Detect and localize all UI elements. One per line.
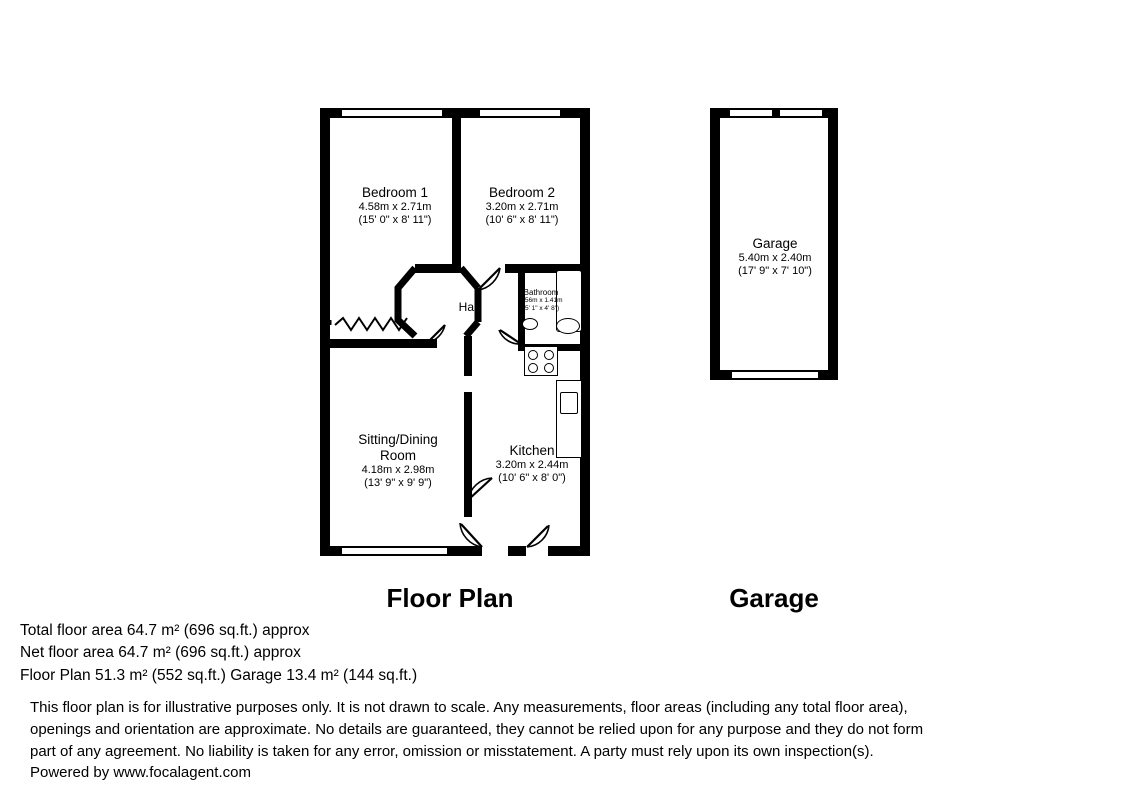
area-summary xyxy=(20,620,720,687)
window-bedroom2 xyxy=(480,108,560,118)
kitchen-dim-imperial: (10' 6" x 8' 0") xyxy=(498,471,566,484)
bathroom-dim-metric: 1.56m x 1.41m xyxy=(519,297,563,305)
wall-hall-bottom xyxy=(425,339,437,348)
wall-bottom-door-stub xyxy=(508,546,526,556)
sitting-room-name-line2: Room xyxy=(379,447,416,463)
kitchen-sink xyxy=(560,392,578,414)
bedroom2-name: Bedroom 2 xyxy=(488,185,556,200)
bathroom-name: Bathroom xyxy=(523,288,559,297)
disclaimer-line-1: This floor plan is for illustrative purposes only. It is not drawn to scale. Any measurements, floor areas (including any total floor area), xyxy=(30,699,908,716)
bedroom1-dim-imperial: (15' 0" x 8' 11") xyxy=(358,213,432,226)
hall-name: Hall xyxy=(458,300,480,314)
window-garage-top xyxy=(730,108,772,118)
bedroom2-dim-imperial: (10' 6" x 8' 11") xyxy=(485,213,559,226)
wall-bottom-right xyxy=(548,546,590,556)
window-garage-door xyxy=(732,370,818,380)
wall-garage-bottom-left-stub xyxy=(710,370,732,380)
wall-left-lower xyxy=(320,348,330,556)
disclaimer-line-2: openings and orientation are approximate. No details are guaranteed, they cannot be relied upon for any purpose and they do not form xyxy=(30,720,924,738)
wall-bedroom1-bottom xyxy=(330,339,425,348)
hob-ring-2 xyxy=(544,350,554,360)
garage-dim-imperial: (17' 9" x 7' 10") xyxy=(738,264,812,277)
kitchen-name: Kitchen xyxy=(509,443,555,458)
wall-left-bedroom1-stub xyxy=(320,323,330,348)
toilet-fixture xyxy=(556,318,580,334)
disclaimer-powered-by: Powered by www.focalagent.com xyxy=(30,764,251,782)
wall-bottom-left-stub xyxy=(320,546,342,556)
room-label-bathroom xyxy=(518,288,564,313)
total-floor-area: Total floor area 64.7 m² (696 sq.ft.) approx xyxy=(20,622,310,639)
wall-top-mid-stub xyxy=(442,108,480,118)
room-label-garage xyxy=(714,236,836,278)
wall-hall-kitchen xyxy=(464,336,472,376)
window-garage-top-2 xyxy=(780,108,822,118)
area-breakdown: Floor Plan 51.3 m² (552 sq.ft.) Garage 13.4 m² (144 sq.ft.) xyxy=(20,666,418,684)
wall-kitchen-bottom-stub xyxy=(464,497,472,517)
window-sitting-room xyxy=(342,546,447,556)
wall-bottom-mid xyxy=(447,546,482,556)
bedroom1-dim-metric: 4.58m x 2.71m xyxy=(358,200,432,213)
wall-left-upper xyxy=(320,108,330,323)
garage-title: Garage xyxy=(729,583,819,613)
window-bedroom1 xyxy=(342,108,442,118)
kitchen-dim-metric: 3.20m x 2.44m xyxy=(495,458,569,471)
hob-ring-3 xyxy=(528,363,538,373)
floor-plan-title: Floor Plan xyxy=(386,583,514,613)
bathroom-dim-imperial: (5' 1" x 4' 8") xyxy=(522,305,560,313)
net-floor-area: Net floor area 64.7 m² (696 sq.ft.) approx xyxy=(20,644,301,662)
bedroom1-name: Bedroom 1 xyxy=(361,185,429,200)
room-label-bedroom2 xyxy=(460,185,584,227)
wall-garage-top-mid xyxy=(772,108,780,118)
garage-name: Garage xyxy=(752,236,798,251)
wall-garage-bottom-right-stub xyxy=(818,370,838,380)
garage-dim-metric: 5.40m x 2.40m xyxy=(738,251,812,264)
sitting-room-dim-imperial: (13' 9" x 9' 9") xyxy=(364,476,432,489)
sitting-room-name-line1: Sitting/Dining xyxy=(358,432,438,447)
room-label-hall xyxy=(430,300,508,314)
hob-ring-4 xyxy=(544,363,554,373)
bedroom2-dim-metric: 3.20m x 2.71m xyxy=(485,200,559,213)
room-label-bedroom1 xyxy=(330,185,460,227)
basin-fixture xyxy=(522,318,538,330)
room-label-sitting-dining-room xyxy=(330,432,466,490)
disclaimer-line-3: part of any agreement. No liability is taken for any error, omission or misstatement. A party must rely upon its own inspection(s). xyxy=(30,742,874,760)
disclaimer-text xyxy=(30,697,1120,784)
wall-bedroom2-bottom xyxy=(415,264,461,273)
hob-ring-1 xyxy=(528,350,538,360)
sitting-room-dim-metric: 4.18m x 2.98m xyxy=(361,463,435,476)
room-label-kitchen xyxy=(477,443,587,485)
